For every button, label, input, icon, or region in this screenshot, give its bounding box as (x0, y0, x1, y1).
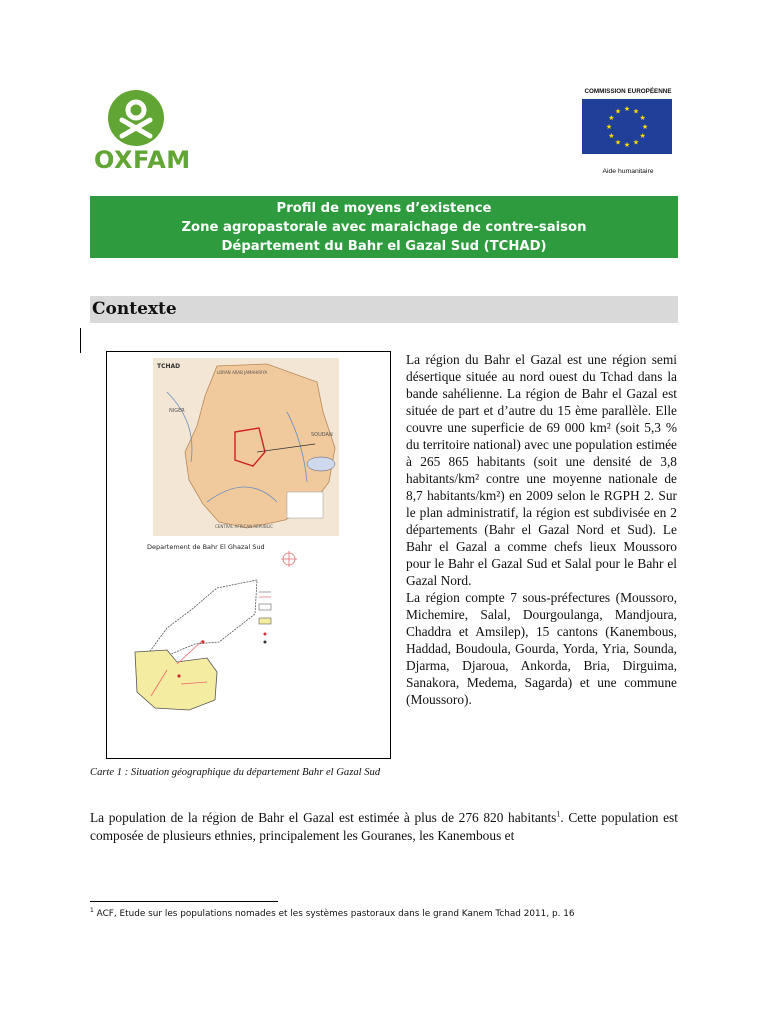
oxfam-logo (94, 90, 200, 176)
eu-star-icon: ★ (608, 114, 615, 122)
map-caption: Carte 1 : Situation géographique du département Bahr el Gazal Sud (90, 767, 381, 778)
eu-commission-label: COMMISSION EUROPÉENNE (584, 88, 672, 95)
map-subtitle: Departement de Bahr El Ghazal Sud (147, 543, 265, 551)
population-paragraph (90, 809, 678, 845)
footnote-text: ACF, Etude sur les populations nomades et les systèmes pastoraux dans le grand Kanem Tchad 2011, p. 16 (93, 908, 575, 919)
eu-star-icon: ★ (641, 123, 649, 131)
map-label-libya: LIBYAN ARAB JAMAHIRIYA (217, 370, 268, 375)
oxfam-emblem-icon (94, 90, 200, 146)
map-country-label: TCHAD (157, 363, 181, 370)
context-paragraph-1: La région du Bahr el Gazal est une région semi désertique située au nord ouest du Tchad dans la bande sahélienne. La région de Bahr el Gazal est située de part et d’autre du 15 ème parallèle. Elle couvre une superficie de 69 000 km² (soit 5,3 % du territoire national) avec une population estimée à 265 865 habitants (soit une densité de 3,8 habitants/km² contre une moyenne nationale de 8,7 habitants/km²) en 2009 selon le RGPH 2. Sur le plan administratif, la région est subdivisée en 2 départements (Bahr el Gazal Nord et Sud). Le Bahr el Gazal a comme chefs lieux Moussoro pour le Bahr el Gazal Sud et Salal pour le Bahr el Gazal Nord. (406, 352, 677, 588)
footnote-number: 1 (90, 907, 94, 914)
map-image (107, 352, 390, 758)
oxfam-wordmark: OXFAM (94, 146, 191, 174)
footnote-separator (90, 901, 278, 902)
eu-stars (582, 99, 672, 154)
eu-star-icon: ★ (639, 114, 646, 122)
eu-star-icon: ★ (623, 141, 631, 149)
eu-star-icon: ★ (623, 105, 631, 113)
eu-star-icon: ★ (639, 132, 646, 140)
population-text-start: La population de la région de Bahr el Gazal est estimée à plus de 276 820 habitants (90, 810, 557, 825)
population-text-end: . Cette population est composée de plusieurs ethnies, principalement les Gouranes, les Kanembous et (90, 810, 678, 843)
eu-star-icon: ★ (614, 138, 622, 147)
eu-flag-icon (582, 99, 672, 154)
banner-line-3: Département du Bahr el Gazal Sud (TCHAD) (221, 239, 547, 254)
section-heading: Contexte (90, 296, 678, 323)
eu-star-icon: ★ (605, 123, 613, 131)
eu-logo (578, 88, 678, 180)
map-label-niger: NIGER (169, 408, 185, 414)
map-figure (106, 351, 391, 759)
title-banner (90, 196, 678, 258)
eu-aid-label: Aide humanitaire (602, 168, 654, 175)
context-side-text (406, 351, 677, 708)
footnote-reference[interactable]: 1 (556, 809, 561, 819)
footnote (90, 907, 690, 919)
eu-star-icon: ★ (608, 132, 615, 140)
banner-line-2: Zone agropastorale avec maraichage de contre-saison (181, 220, 587, 235)
eu-star-icon: ★ (632, 107, 640, 116)
eu-star-icon: ★ (632, 138, 640, 147)
map-label-car: CENTRAL AFRICAN REPUBLIC (215, 524, 273, 529)
banner-line-1: Profil de moyens d’existence (276, 201, 492, 216)
eu-star-icon: ★ (614, 107, 622, 116)
text-cursor (80, 328, 81, 353)
map-label-sudan: SOUDAN (311, 432, 333, 438)
context-paragraph-2: La région compte 7 sous-préfectures (Moussoro, Michemire, Salal, Dourgoulanga, Mandjoura, Chaddra et Amsilep), 15 cantons (Kanembous, Haddad, Boudoula, Gourda, Yorda, Yria, Sounda, Djarma, Djaroua, Ankorda, Bria, Dirguima, Sanakora, Medema, Sagarda) et une commune (Moussoro). (406, 590, 677, 707)
